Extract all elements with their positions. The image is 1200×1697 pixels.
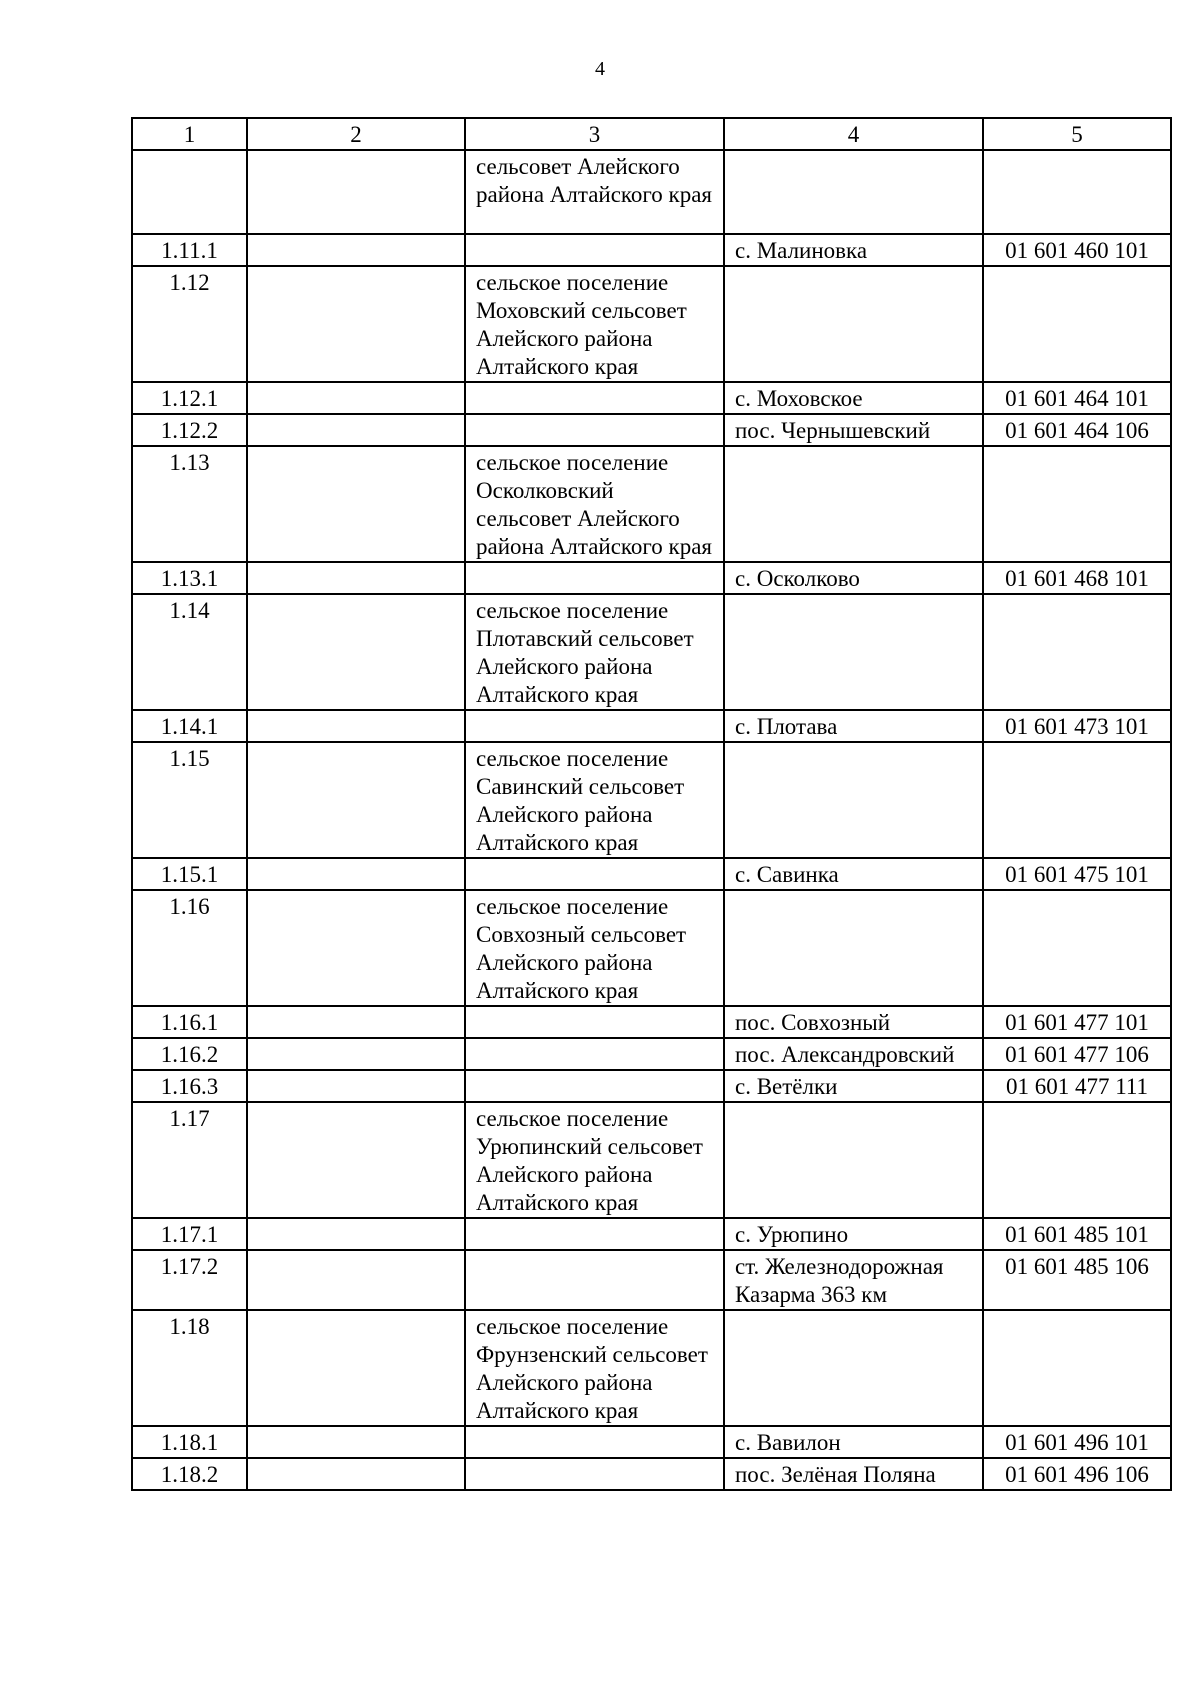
- table-row: [132, 562, 1171, 594]
- oktmo-code: 01 601 473 101: [983, 710, 1171, 742]
- column-header: 4: [724, 118, 983, 150]
- row-number: 1.17.2: [132, 1250, 247, 1310]
- row-number: 1.12: [132, 266, 247, 382]
- settlement-name: пос. Александровский: [724, 1038, 983, 1070]
- municipality-name: [465, 1426, 724, 1458]
- column-header: 3: [465, 118, 724, 150]
- row-number: 1.12.1: [132, 382, 247, 414]
- row-number: 1.18.2: [132, 1458, 247, 1490]
- column-2-cell: [247, 1038, 465, 1070]
- oktmo-code: [983, 890, 1171, 1006]
- column-2-cell: [247, 1426, 465, 1458]
- oktmo-code: [983, 150, 1171, 234]
- column-2-cell: [247, 382, 465, 414]
- settlement-name: с. Малиновка: [724, 234, 983, 266]
- page-number: 4: [595, 58, 605, 80]
- municipality-name: [465, 382, 724, 414]
- table-row: [132, 710, 1171, 742]
- settlement-name: [724, 150, 983, 234]
- table-row: [132, 446, 1171, 562]
- column-2-cell: [247, 1102, 465, 1218]
- column-2-cell: [247, 414, 465, 446]
- column-2-cell: [247, 150, 465, 234]
- column-2-cell: [247, 266, 465, 382]
- municipality-name: [465, 1458, 724, 1490]
- table-row: [132, 1426, 1171, 1458]
- oktmo-code: [983, 266, 1171, 382]
- settlement-name: [724, 266, 983, 382]
- table-row: [132, 414, 1171, 446]
- settlement-name: [724, 890, 983, 1006]
- table-row: [132, 858, 1171, 890]
- settlement-name: с. Савинка: [724, 858, 983, 890]
- municipality-name: [465, 858, 724, 890]
- oktmo-code: [983, 446, 1171, 562]
- oktmo-code: 01 601 477 106: [983, 1038, 1171, 1070]
- oktmo-code: 01 601 496 101: [983, 1426, 1171, 1458]
- row-number: 1.16: [132, 890, 247, 1006]
- table-row: [132, 742, 1171, 858]
- municipality-name: [465, 1070, 724, 1102]
- column-2-cell: [247, 1006, 465, 1038]
- oktmo-code: 01 601 496 106: [983, 1458, 1171, 1490]
- column-2-cell: [247, 1458, 465, 1490]
- table-row: [132, 234, 1171, 266]
- table-row: [132, 1458, 1171, 1490]
- settlement-name: с. Урюпино: [724, 1218, 983, 1250]
- oktmo-code: 01 601 475 101: [983, 858, 1171, 890]
- row-number: 1.13.1: [132, 562, 247, 594]
- settlement-name: с. Осколково: [724, 562, 983, 594]
- oktmo-code: [983, 1102, 1171, 1218]
- municipality-name: сельское поселение Урюпинский сельсовет Алейского района Алтайского края: [465, 1102, 724, 1218]
- row-number: 1.16.3: [132, 1070, 247, 1102]
- row-number: 1.14: [132, 594, 247, 710]
- municipality-name: [465, 1006, 724, 1038]
- column-2-cell: [247, 1070, 465, 1102]
- oktmo-code: [983, 742, 1171, 858]
- column-2-cell: [247, 742, 465, 858]
- municipality-name: сельское поселение Фрунзенский сельсовет Алейского района Алтайского края: [465, 1310, 724, 1426]
- oktmo-code: 01 601 477 101: [983, 1006, 1171, 1038]
- table-row: [132, 150, 1171, 234]
- oktmo-code: 01 601 464 101: [983, 382, 1171, 414]
- column-2-cell: [247, 858, 465, 890]
- row-number: 1.18: [132, 1310, 247, 1426]
- row-number: 1.17: [132, 1102, 247, 1218]
- column-2-cell: [247, 710, 465, 742]
- table-header-row: [132, 118, 1171, 150]
- table-row: [132, 890, 1171, 1006]
- oktmo-code: 01 601 464 106: [983, 414, 1171, 446]
- column-header: 2: [247, 118, 465, 150]
- row-number: 1.17.1: [132, 1218, 247, 1250]
- oktmo-code: 01 601 485 106: [983, 1250, 1171, 1310]
- row-number: 1.13: [132, 446, 247, 562]
- settlements-table: [131, 117, 1172, 1491]
- settlement-name: с. Плотава: [724, 710, 983, 742]
- table-row: [132, 594, 1171, 710]
- table-row: [132, 266, 1171, 382]
- settlement-name: [724, 446, 983, 562]
- table-row: [132, 1038, 1171, 1070]
- settlement-name: [724, 1310, 983, 1426]
- row-number: 1.14.1: [132, 710, 247, 742]
- row-number: 1.16.2: [132, 1038, 247, 1070]
- column-2-cell: [247, 1218, 465, 1250]
- table-row: [132, 1070, 1171, 1102]
- column-header: 1: [132, 118, 247, 150]
- settlement-name: пос. Зелёная Поляна: [724, 1458, 983, 1490]
- column-2-cell: [247, 1250, 465, 1310]
- column-2-cell: [247, 594, 465, 710]
- municipality-name: [465, 1038, 724, 1070]
- oktmo-code: [983, 594, 1171, 710]
- table-row: [132, 382, 1171, 414]
- municipality-name: [465, 414, 724, 446]
- column-2-cell: [247, 234, 465, 266]
- oktmo-code: 01 601 460 101: [983, 234, 1171, 266]
- municipality-name: сельское поселение Плотавский сельсовет Алейского района Алтайского края: [465, 594, 724, 710]
- table-row: [132, 1310, 1171, 1426]
- municipality-name: сельское поселение Савинский сельсовет Алейского района Алтайского края: [465, 742, 724, 858]
- municipality-name: [465, 710, 724, 742]
- row-number: 1.16.1: [132, 1006, 247, 1038]
- column-2-cell: [247, 562, 465, 594]
- municipality-name: [465, 1250, 724, 1310]
- settlement-name: [724, 1102, 983, 1218]
- table-row: [132, 1102, 1171, 1218]
- table-row: [132, 1218, 1171, 1250]
- row-number: 1.15: [132, 742, 247, 858]
- table-row: [132, 1250, 1171, 1310]
- municipality-name: сельское поселение Совхозный сельсовет Алейского района Алтайского края: [465, 890, 724, 1006]
- oktmo-code: 01 601 477 111: [983, 1070, 1171, 1102]
- column-2-cell: [247, 890, 465, 1006]
- settlement-name: [724, 742, 983, 858]
- row-number: 1.18.1: [132, 1426, 247, 1458]
- municipality-name: [465, 1218, 724, 1250]
- settlement-name: с. Моховское: [724, 382, 983, 414]
- column-2-cell: [247, 446, 465, 562]
- settlement-name: ст. Железнодорожная Казарма 363 км: [724, 1250, 983, 1310]
- municipality-name: сельсовет Алейского района Алтайского края: [465, 150, 724, 234]
- municipality-name: [465, 562, 724, 594]
- settlement-name: с. Ветёлки: [724, 1070, 983, 1102]
- municipality-name: [465, 234, 724, 266]
- municipality-name: сельское поселение Моховский сельсовет Алейского района Алтайского края: [465, 266, 724, 382]
- oktmo-code: [983, 1310, 1171, 1426]
- settlement-name: пос. Чернышевский: [724, 414, 983, 446]
- row-number: 1.12.2: [132, 414, 247, 446]
- row-number: 1.11.1: [132, 234, 247, 266]
- municipality-name: сельское поселение Осколковский сельсовет Алейского района Алтайского края: [465, 446, 724, 562]
- table-row: [132, 1006, 1171, 1038]
- oktmo-code: 01 601 468 101: [983, 562, 1171, 594]
- settlement-name: пос. Совхозный: [724, 1006, 983, 1038]
- settlement-name: с. Вавилон: [724, 1426, 983, 1458]
- column-2-cell: [247, 1310, 465, 1426]
- row-number: 1.15.1: [132, 858, 247, 890]
- oktmo-code: 01 601 485 101: [983, 1218, 1171, 1250]
- column-header: 5: [983, 118, 1171, 150]
- settlement-name: [724, 594, 983, 710]
- row-number: [132, 150, 247, 234]
